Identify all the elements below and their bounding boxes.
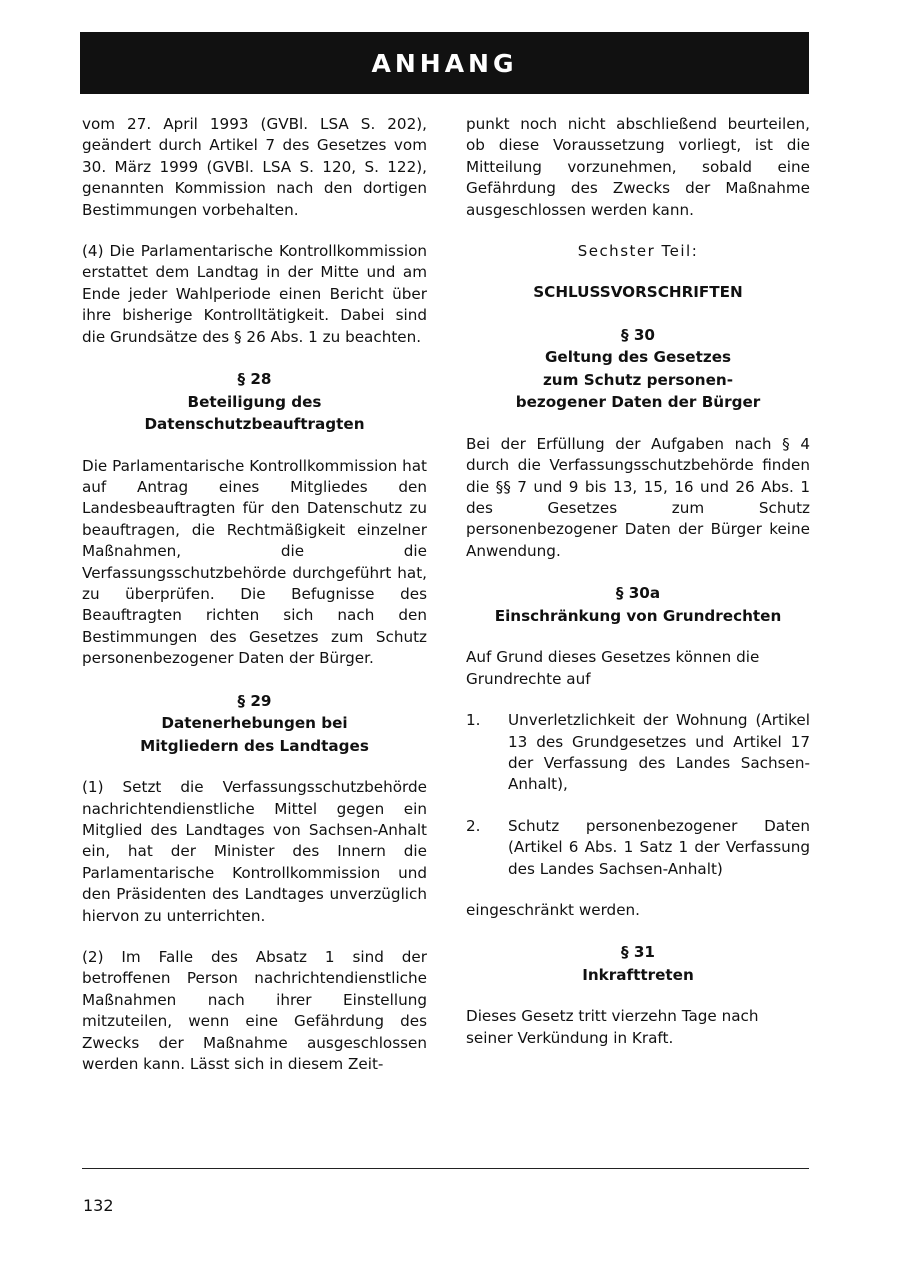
section-29-paragraph-1: (1) Setzt die Verfassungsschutzbehörde nachrichtendienstliche Mittel gegen ein Mitglied des Landtages von Sachsen-Anhalt ein, hat der Minister des Innern die Parlamentarische Kontrollkommission und den Präsidenten des Landtages unverzüglich hiervon zu unterrichten. bbox=[82, 778, 427, 925]
header-title: ANHANG bbox=[371, 48, 518, 78]
section-29-number: § 29 bbox=[237, 691, 272, 710]
section-28-title-line1: Beteiligung des bbox=[187, 392, 322, 411]
section-28-title-line2: Datenschutzbeauftragten bbox=[144, 415, 365, 434]
right-column bbox=[466, 114, 810, 1069]
section-30a-outro: eingeschränkt werden. bbox=[466, 900, 640, 919]
section-29-paragraph-2: (2) Im Falle des Absatz 1 sind der betroffenen Person nachrichtendienstliche Maßnahmen nach ihrer Einstellung mitzuteilen, wenn eine Gefährdung des Zwecks der Maßnahme ausgeschlossen werden kann. Lässt sich in diesem Zeit- bbox=[82, 947, 427, 1073]
section-31-body: Dieses Gesetz tritt vierzehn Tage nach seiner Verkündung in Kraft. bbox=[466, 1007, 759, 1047]
section-30-title-line3: bezogener Daten der Bürger bbox=[515, 393, 761, 412]
part-title: SCHLUSSVORSCHRIFTEN bbox=[533, 283, 743, 302]
section-30-heading bbox=[466, 324, 810, 414]
section-30a-intro: Auf Grund dieses Gesetzes können die Grundrechte auf bbox=[466, 648, 760, 688]
section-30-body: Bei der Erfüllung der Aufgaben nach § 4 durch die Verfassungsschutzbehörde finden die §§ 7 und 9 bis 13, 15, 16 und 26 Abs. 1 des Gesetzes zum Schutz personenbezogener Daten der Bürger keine Anwendung. bbox=[466, 434, 810, 560]
section-30-title-line2: zum Schutz personen- bbox=[542, 370, 734, 389]
footer-divider bbox=[82, 1168, 809, 1169]
section-28-number: § 28 bbox=[237, 370, 272, 389]
section-30a-title: Einschränkung von Grundrechten bbox=[494, 606, 782, 625]
list-item bbox=[466, 816, 810, 880]
page-number: 132 bbox=[83, 1196, 114, 1215]
section-29-title-line2: Mitgliedern des Landtages bbox=[140, 736, 369, 755]
section-28-heading bbox=[82, 368, 427, 436]
section-30-number: § 30 bbox=[620, 325, 656, 344]
right-continuation-paragraph: punkt noch nicht abschließend beurteilen, ob diese Voraussetzung vorliegt, ist die Mitteilung vorzunehmen, sobald eine Gefährdung des Zwecks der Maßnahme ausgeschlossen werden kann. bbox=[466, 115, 810, 219]
section-30-title-line1: Geltung des Gesetzes bbox=[544, 348, 732, 367]
section-29-title-line1: Datenerhebungen bei bbox=[161, 714, 348, 733]
section-29-heading bbox=[82, 690, 427, 758]
section-31-number: § 31 bbox=[620, 943, 656, 962]
list-item-number: 1. bbox=[466, 711, 481, 730]
section-30a-list bbox=[466, 710, 810, 880]
list-item-text: Schutz personenbezogener Daten (Artikel 6 Abs. 1 Satz 1 der Verfassung des Landes Sachsen-Anhalt) bbox=[508, 816, 810, 878]
part-label: Sechster Teil: bbox=[577, 242, 699, 261]
list-item bbox=[466, 710, 810, 796]
section-30a-heading bbox=[466, 582, 810, 627]
list-item-text: Unverletzlichkeit der Wohnung (Artikel 13 des Grundgesetzes und Artikel 17 der Verfassung des Landes Sachsen-Anhalt), bbox=[508, 711, 810, 794]
section-28-body: Die Parlamentarische Kontrollkommission hat auf Antrag eines Mitgliedes den Landesbeauftragten für den Datenschutz zu beauftragen, die Rechtmäßigkeit einzelner Maßnahmen, die die Verfassungsschutzbehörde durchgeführt hat, zu überprüfen. Die Befugnisse des Beauftragten richten sich nach den Bestimmungen des Gesetzes zum Schutz personenbezogener Daten der Bürger. bbox=[82, 456, 427, 668]
section-31-heading bbox=[466, 941, 810, 986]
left-continuation-paragraph: vom 27. April 1993 (GVBl. LSA S. 202), geändert durch Artikel 7 des Gesetzes vom 30. März 1999 (GVBl. LSA S. 120, S. 122), genannten Kommission nach den dortigen Bestimmungen vorbehalten. bbox=[82, 115, 427, 219]
left-column bbox=[82, 114, 427, 1095]
paragraph-4: (4) Die Parlamentarische Kontrollkommission erstattet dem Landtag in der Mitte und am Ende jeder Wahlperiode einen Bericht über ihre bisherige Kontrolltätigkeit. Dabei sind die Grundsätze des § 26 Abs. 1 zu beachten. bbox=[82, 242, 427, 346]
list-item-number: 2. bbox=[466, 816, 481, 835]
section-31-title: Inkrafttreten bbox=[582, 965, 694, 984]
header-bar bbox=[80, 32, 809, 94]
section-30a-number: § 30a bbox=[615, 584, 661, 603]
